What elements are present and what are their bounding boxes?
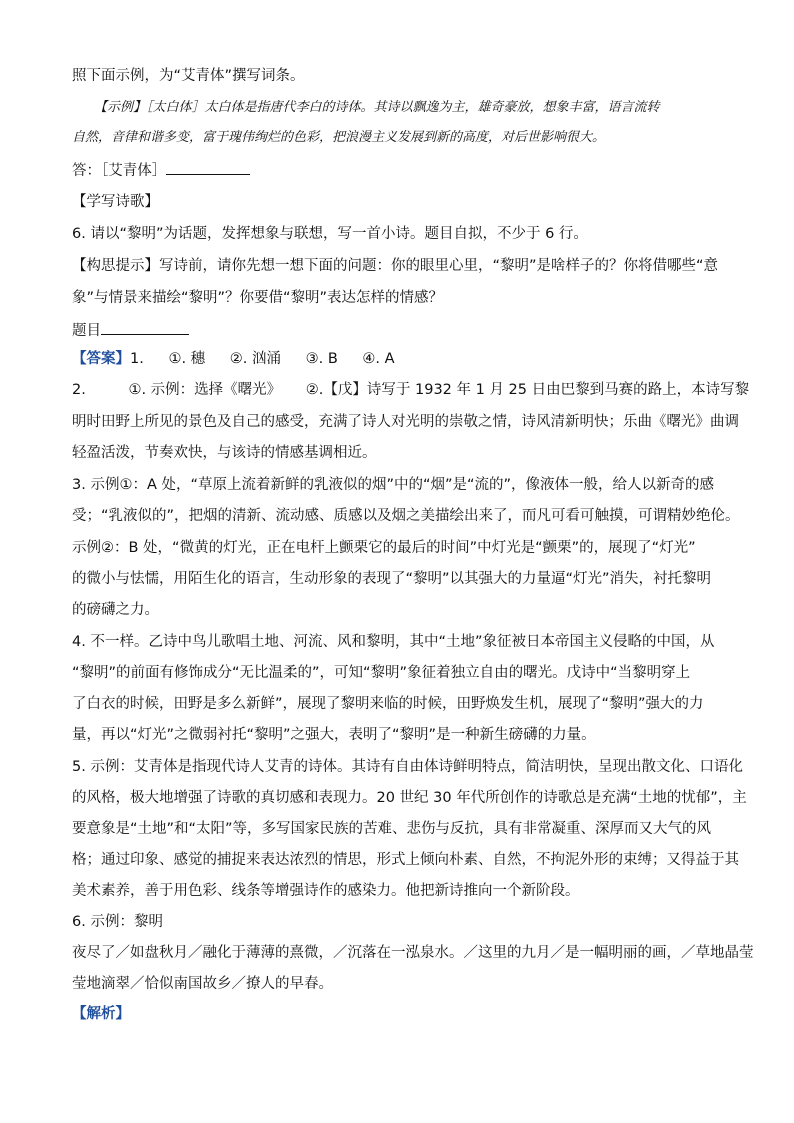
example-text-1: ［太白体］太白体是指唐代李白的诗体。其诗以飘逸为主，雄奇豪放，想象丰富，语言流转: [146, 100, 660, 115]
answer-5-line-2: 的风格，极大地增强了诗歌的真切感和表现力。20 世纪 30 年代所创作的诗歌总是充满“土地的忧郁”，主: [72, 790, 747, 806]
example-tag: 【示例】: [94, 100, 147, 115]
answer-3-line-1: 3. 示例①：A 处，“草原上流着新鲜的乳液似的烟”中的“烟”是“流的”，像液体一般，给人以新奇的感: [72, 477, 715, 493]
hint-line-1: [72, 256, 718, 276]
hint-text-1: 写诗前，请你先想一想下面的问题：你的眼里心里，“黎明”是啥样子的？你将借哪些“意: [159, 258, 719, 274]
answer-4-line-2: “黎明”的前面有修饰成分“无比温柔的”，可知“黎明”象征着独立自由的曙光。戊诗中“当黎明穿上: [72, 665, 691, 681]
answer-prompt: 答：［艾青体］: [72, 163, 167, 179]
answer-5-line-3: 要意象是“土地”和“太阳”等，多写国家民族的苦难、悲伤与反抗，具有非常凝重、深厚而又大气的风: [72, 821, 712, 837]
answer-2-item-2-mark: ②.: [305, 382, 324, 398]
answer-2-num: 2.: [72, 382, 86, 398]
section-title: 【学写诗歌】: [72, 194, 159, 210]
answer-6-line-3: 莹地滴翠／恰似南国故乡／撩人的早春。: [72, 976, 333, 992]
answer-5-line-1: 5. 示例：艾青体是指现代诗人艾青的诗体。其诗有自由体诗鲜明特点，简洁明快，呈现出散文化、口语化: [72, 759, 743, 775]
answer-2-item-1: ①. 示例：选择《曙光》: [128, 382, 282, 398]
answer-2-line-1: [72, 380, 749, 400]
hint-tag: 【构思提示】: [72, 258, 159, 274]
example-line-2: 自然，音律和谐多变，富于瑰伟绚烂的色彩，把浪漫主义发展到新的高度，对后世影响很大。: [72, 130, 606, 145]
answer-2-item-2-text: 【戊】诗写于 1932 年 1 月 25 日由巴黎到马赛的路上，本诗写黎: [323, 382, 750, 398]
answer-6-line-1: 6. 示例：黎明: [72, 914, 163, 930]
answer-1-item-3: ③. B: [305, 351, 338, 367]
answer-1-item-4: ④. A: [362, 351, 395, 367]
question-6: 6. 请以“黎明”为话题，发挥想象与联想，写一首小诗。题目自拟，不少于 6 行。: [72, 226, 588, 242]
answer-5-line-5: 美术素养，善于用色彩、线条等增强诗作的感染力。他把新诗推向一个新阶段。: [72, 883, 580, 899]
answer-3-line-2: 受；“乳液似的”，把烟的清新、流动感、质感以及烟之美描绘出来了，而凡可看可触摸，可谓精妙绝伦。: [72, 508, 740, 524]
answer-3-line-4: 的微小与怯懦，用陌生化的语言，生动形象的表现了“黎明”以其强大的力量逼“灯光”消失，衬托黎明: [72, 571, 712, 587]
answer-4-line-3: 了白衣的时候，田野是多么新鲜”，展现了黎明来临的时候，田野焕发生机，展现了“黎明”强大的力: [72, 696, 704, 712]
answer-tag: 【答案】: [72, 351, 130, 367]
instruction-line: 照下面示例，为“艾青体”撰写词条。: [72, 68, 305, 84]
answer-5-line-4: 格；通过印象、感觉的捕捉来表达浓烈的情思，形式上倾向朴素、自然，不拘泥外形的束缚；又得益于其: [72, 852, 739, 868]
answer-1-item-2: ②. 汹涌: [229, 351, 281, 367]
answer-4-line-1: 4. 不一样。乙诗中鸟儿歌唱土地、河流、风和黎明，其中“土地”象征被日本帝国主义侵略的中国，从: [72, 634, 715, 650]
analysis-tag: 【解析】: [72, 1006, 130, 1022]
answer-4-line-4: 量，再以“灯光”之微弱衬托“黎明”之强大，表明了“黎明”是一种新生磅礴的力量。: [72, 727, 596, 743]
answer-1-num: 1.: [130, 351, 144, 367]
title-blank: [101, 320, 189, 335]
example-line-1: [94, 98, 660, 118]
answer-2-line-3: 轻盈活泼，节奏欢快，与该诗的情感基调相近。: [72, 445, 377, 461]
answer-1-item-1: ①. 穗: [168, 351, 206, 367]
answer-1-line: [72, 349, 395, 369]
answer-6-line-2: 夜尽了／如盘秋月／融化于薄薄的熹微，／沉落在一泓泉水。／这里的九月／是一幅明丽的画，／草地晶莹: [72, 945, 754, 961]
answer-2-line-2: 明时田野上所见的景色及自己的感受，充满了诗人对光明的崇敬之情，诗风清新明快；乐曲《曙光》曲调: [72, 414, 739, 430]
answer-blank: [166, 160, 250, 175]
hint-line-2: 象”与情景来描绘“黎明”？你要借“黎明”表达怎样的情感？: [72, 290, 444, 306]
title-prompt: 题目: [72, 323, 101, 339]
title-prompt-line: [72, 320, 189, 341]
answer-3-line-3: 示例②：B 处，“微黄的灯光，正在电杆上颤栗它的最后的时间”中灯光是“颤栗”的，展现了“灯光”: [72, 540, 696, 556]
answer-prompt-line: [72, 160, 250, 181]
answer-3-line-5: 的磅礴之力。: [72, 602, 159, 618]
